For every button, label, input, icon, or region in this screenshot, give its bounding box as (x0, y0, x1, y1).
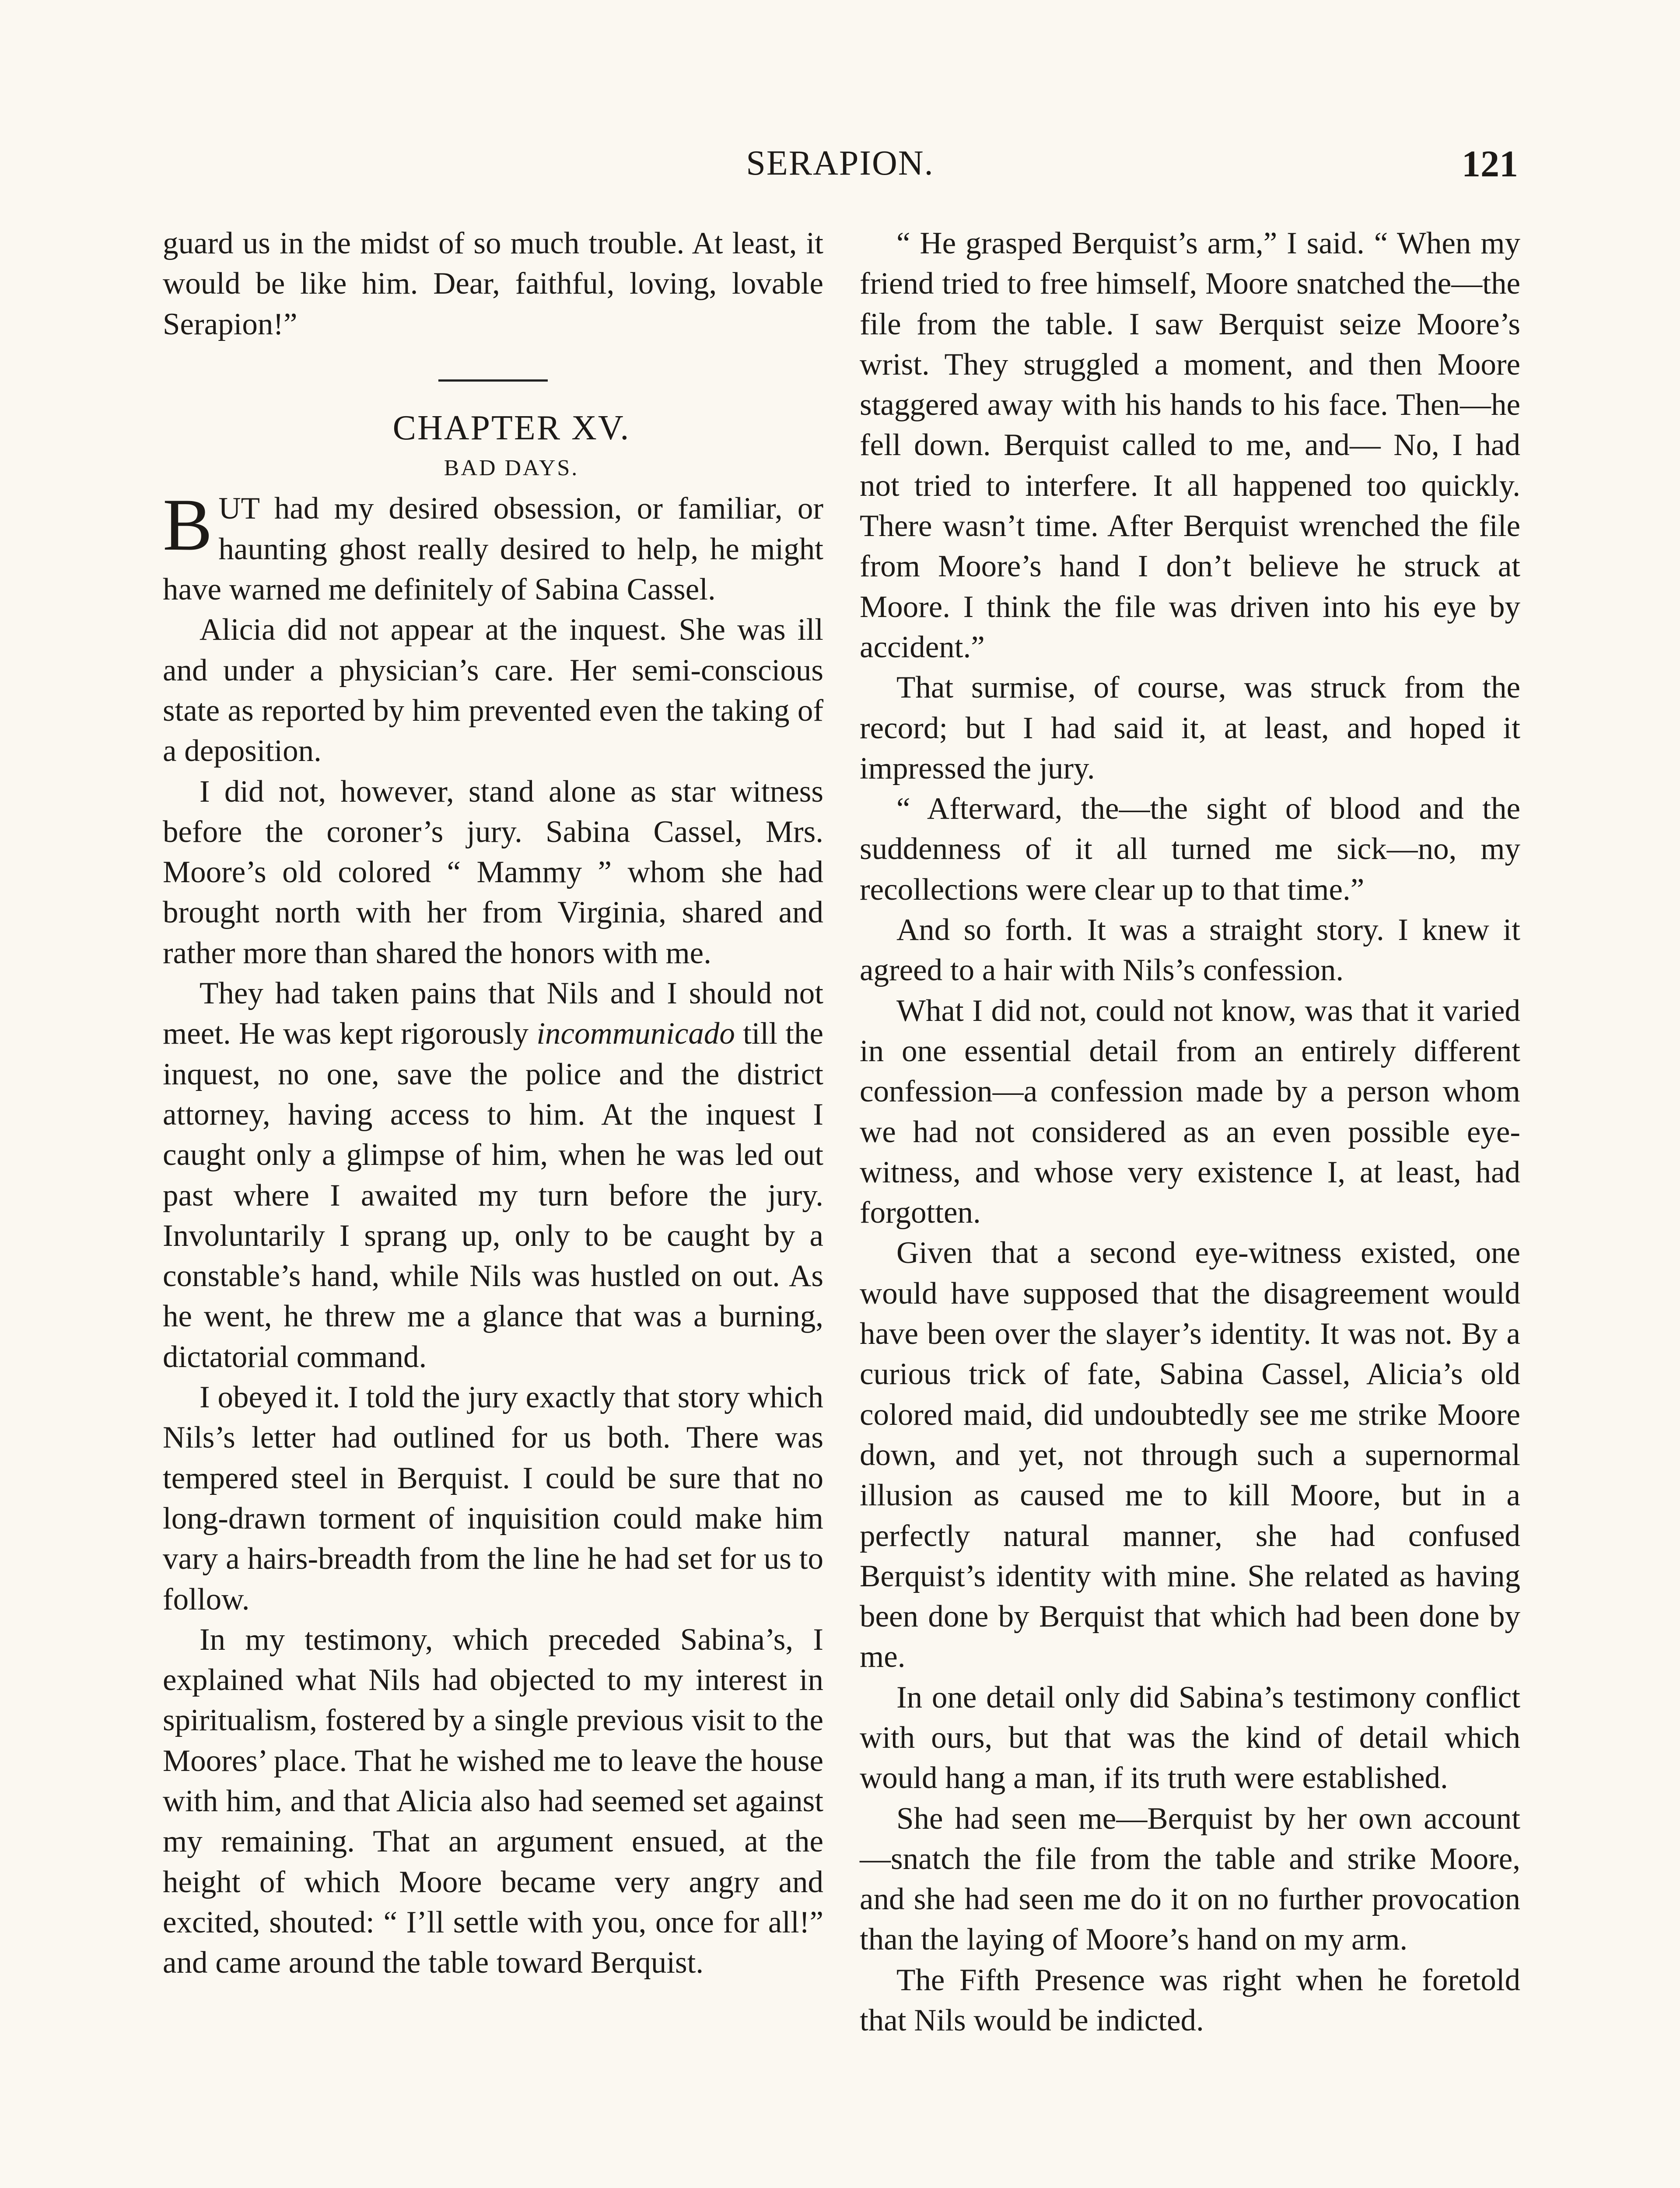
left-column (163, 223, 823, 1983)
paragraph: I obeyed it. I told the jury exactly that story which Nils’s letter had outlined for us both. There was tempered steel in Berquist. I could be sure that no long-drawn torment of inquisition could make him vary a hairs-breadth from the line he had set for us to follow. (163, 1380, 823, 1616)
italic-word: incommunicado (536, 1017, 735, 1051)
right-column (860, 223, 1520, 2041)
paragraph: guard us in the midst of so much trouble. At least, it would be like him. Dear, faithful, loving, lovable Serapion!” (163, 226, 823, 341)
paragraph-opening (163, 484, 823, 610)
paragraph: That surmise, of course, was struck from the record; but I had said it, at least, and hoped it impressed the jury. (860, 670, 1520, 785)
page-number: 121 (1462, 143, 1518, 185)
paragraph: I did not, however, stand alone as star witness before the coroner’s jury. Sabina Cassel, Mrs. Moore’s old colored “ Mammy ” whom she had brought north with her from Virginia, shared and rather more than shared the honors with me. (163, 774, 823, 970)
page-header (162, 139, 1518, 192)
paragraph: She had seen me—Berquist by her own account—snatch the file from the table and strike Moore, and she had seen me do it on no further provocation than the laying of Moore’s hand on my arm. (860, 1801, 1520, 1957)
paragraph: And so forth. It was a straight story. I knew it agreed to a hair with Nils’s confession. (860, 913, 1520, 988)
paragraph-text: They had taken pains that Nils and I should not meet. He was kept rigorously (163, 976, 823, 1051)
paragraph: What I did not, could not know, was that it varied in one essential detail from an entirely different confession—a confession made by a person whom we had not considered as an even possible eye-witness, and whose very existence I, at least, had forgotten. (860, 993, 1520, 1230)
paragraph (163, 973, 823, 1377)
drop-cap: B (163, 484, 213, 566)
section-divider (438, 379, 548, 382)
paragraph-text: UT had my desired obsession, or familiar, or haunting ghost really desired to help, he might have warned me definitely of Sabina Cassel. (163, 491, 823, 607)
paragraph: Alicia did not appear at the inquest. She was ill and under a physician’s care. Her semi-conscious state as reported by him prevented even the taking of a deposition. (163, 613, 823, 768)
paragraph-text: till the inquest, no one, save the police and the district attorney, having access to him. At the inquest I caught only a glimpse of him, when he was led out past where I awaited my turn before the jury. Involuntarily I sprang up, only to be caught by a constable’s hand, while Nils was hustled on out. As he went, he threw me a glance that was a burning, dictatorial command. (163, 1017, 823, 1374)
chapter-subtitle: BAD DAYS. (444, 456, 579, 481)
running-title: SERAPION. (746, 144, 934, 182)
paragraph: In my testimony, which preceded Sabina’s, I explained what Nils had objected to my interest in spiritualism, fostered by a single previous visit to the Moores’ place. That he wished me to leave the house with him, and that Alicia also had seemed set against my remaining. That an argument ensued, at the height of which Moore became very angry and excited, shouted: “ I’ll settle with you, once for all!” and came around the table toward Berquist. (163, 1622, 823, 1980)
chapter-title: CHAPTER XV. (392, 408, 630, 447)
paragraph: Given that a second eye-witness existed, one would have supposed that the disagreement would have been over the slayer’s identity. It was not. By a curious trick of fate, Sabina Cassel, Alicia’s old colored maid, did undoubtedly see me strike Moore down, and yet, not through such a supernormal illusion as caused me to kill Moore, but in a perfectly natural manner, she had confused Berquist’s identity with mine. She related as having been done by Berquist that which had been done by me. (860, 1236, 1520, 1674)
paragraph: “ He grasped Berquist’s arm,” I said. “ When my friend tried to free himself, Moore snatched the—the file from the table. I saw Berquist seize Moore’s wrist. They struggled a moment, and then Moore staggered away with his hands to his face. Then—he fell down. Berquist called to me, and— No, I had not tried to interfere. It all happened too quickly. There wasn’t time. After Berquist wrenched the file from Moore’s hand I don’t believe he struck at Moore. I think the file was driven into his eye by accident.” (860, 226, 1520, 664)
paragraph: The Fifth Presence was right when he foretold that Nils would be indicted. (860, 1963, 1520, 2038)
paragraph: In one detail only did Sabina’s testimony conflict with ours, but that was the kind of detail which would hang a man, if its truth were established. (860, 1680, 1520, 1795)
paragraph: “ Afterward, the—the sight of blood and the suddenness of it all turned me sick—no, my recollections were clear up to that time.” (860, 792, 1520, 907)
